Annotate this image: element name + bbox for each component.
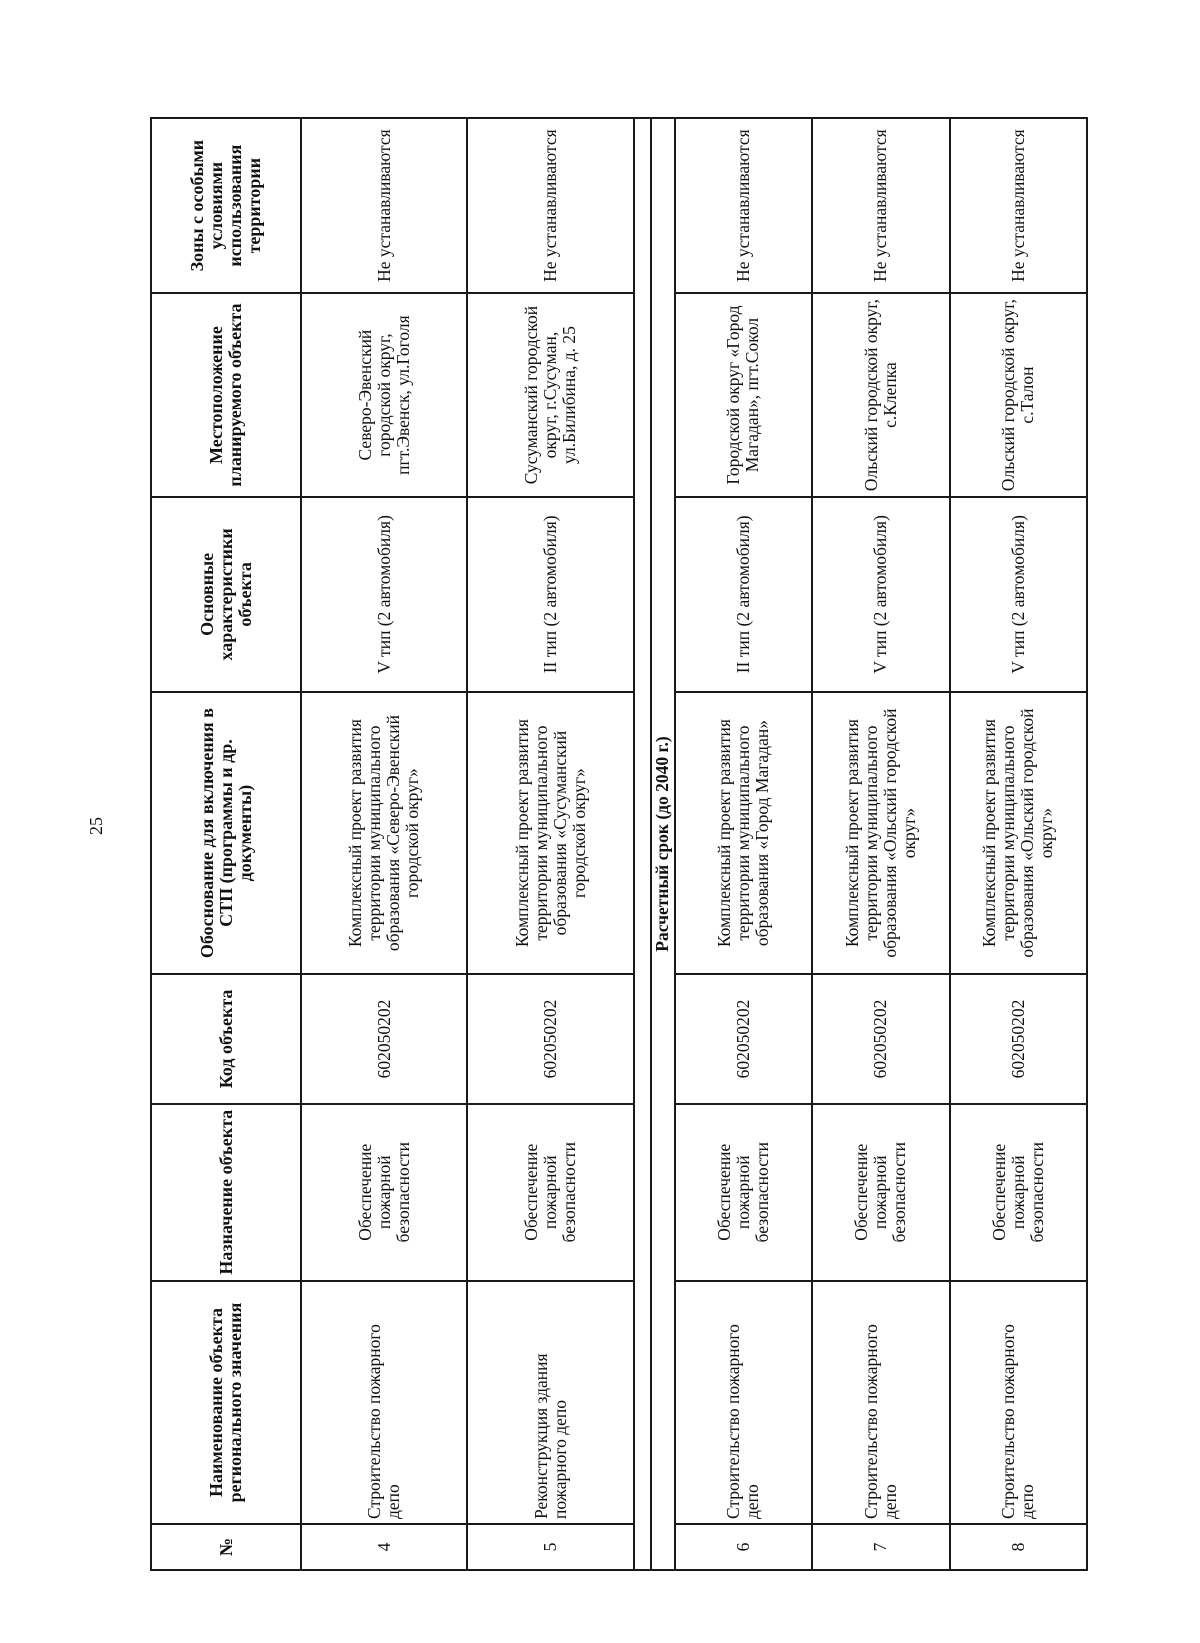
cell-purpose: Обеспечение пожарной безопасности xyxy=(301,1104,467,1281)
cell-basis: Комплексный проект развития территории муниципального образования «Город Магадан» xyxy=(675,692,812,975)
cell-purpose: Обеспечение пожарной безопасности xyxy=(812,1104,949,1281)
cell-characteristics: II тип (2 автомобиля) xyxy=(467,497,633,692)
cell-zones: Не устанавливаются xyxy=(467,118,633,293)
cell-zones: Не устанавливаются xyxy=(301,118,467,293)
cell-zones: Не устанавливаются xyxy=(675,118,812,293)
cell-purpose: Обеспечение пожарной безопасности xyxy=(675,1104,812,1281)
cell-zones: Не устанавливаются xyxy=(812,118,949,293)
spacer-cell xyxy=(634,118,651,1570)
cell-characteristics: V тип (2 автомобиля) xyxy=(950,497,1088,692)
cell-characteristics: V тип (2 автомобиля) xyxy=(812,497,949,692)
table-header-row xyxy=(151,118,301,1570)
cell-name: Реконструкция здания пожарного депо xyxy=(467,1281,633,1524)
section-title: Расчетный срок (до 2040 г.) xyxy=(651,118,675,1570)
page-number: 25 xyxy=(86,817,106,835)
header-characteristics: Основные характеристики объекта xyxy=(151,497,301,692)
cell-code: 602050202 xyxy=(467,974,633,1103)
cell-location: Ольский городской округ, с.Клепка xyxy=(812,293,949,497)
cell-location: Городской округ «Город Магадан», пгт.Сокол xyxy=(675,293,812,497)
cell-code: 602050202 xyxy=(301,974,467,1103)
cell-code: 602050202 xyxy=(675,974,812,1103)
cell-basis: Комплексный проект развития территории муниципального образования «Ольский городской округ» xyxy=(812,692,949,975)
cell-no: 7 xyxy=(812,1524,949,1570)
cell-no: 4 xyxy=(301,1524,467,1570)
cell-location: Ольский городской округ, с.Талон xyxy=(950,293,1088,497)
cell-code: 602050202 xyxy=(812,974,949,1103)
header-code: Код объекта xyxy=(151,974,301,1103)
header-zones: Зоны с особыми условиями использования территории xyxy=(151,118,301,293)
section-row xyxy=(651,118,675,1570)
cell-basis: Комплексный проект развития территории муниципального образования «Ольский городской округ» xyxy=(950,692,1088,975)
header-location: Местоположение планируемого объекта xyxy=(151,293,301,497)
table-row xyxy=(812,118,949,1570)
table-spacer-row xyxy=(634,118,651,1570)
cell-name: Строительство пожарного депо xyxy=(950,1281,1088,1524)
cell-name: Строительство пожарного депо xyxy=(812,1281,949,1524)
table-row xyxy=(675,118,812,1570)
cell-purpose: Обеспечение пожарной безопасности xyxy=(950,1104,1088,1281)
cell-no: 5 xyxy=(467,1524,633,1570)
header-no: № xyxy=(151,1524,301,1570)
cell-name: Строительство пожарного депо xyxy=(301,1281,467,1524)
header-purpose: Назначение объекта xyxy=(151,1104,301,1281)
header-name: Наименование объекта регионального значения xyxy=(151,1281,301,1524)
cell-code: 602050202 xyxy=(950,974,1088,1103)
cell-characteristics: V тип (2 автомобиля) xyxy=(301,497,467,692)
cell-purpose: Обеспечение пожарной безопасности xyxy=(467,1104,633,1281)
cell-characteristics: II тип (2 автомобиля) xyxy=(675,497,812,692)
cell-no: 6 xyxy=(675,1524,812,1570)
cell-zones: Не устанавливаются xyxy=(950,118,1088,293)
header-basis: Обоснование для включения в СТП (программы и др. документы) xyxy=(151,692,301,975)
table-row xyxy=(467,118,633,1570)
cell-basis: Комплексный проект развития территории муниципального образования «Сусуманский городской округ» xyxy=(467,692,633,975)
rotated-table-container xyxy=(150,117,1088,1571)
cell-name: Строительство пожарного депо xyxy=(675,1281,812,1524)
cell-basis: Комплексный проект развития территории муниципального образования «Северо-Эвенский городской округ» xyxy=(301,692,467,975)
table-row xyxy=(950,118,1088,1570)
cell-location: Северо-Эвенский городской округ, пгт.Эвенск, ул.Гоголя xyxy=(301,293,467,497)
cell-no: 8 xyxy=(950,1524,1088,1570)
objects-table xyxy=(150,117,1088,1571)
table-row xyxy=(301,118,467,1570)
cell-location: Сусуманский городской округ, г.Сусуман, ул.Билибина, д. 25 xyxy=(467,293,633,497)
